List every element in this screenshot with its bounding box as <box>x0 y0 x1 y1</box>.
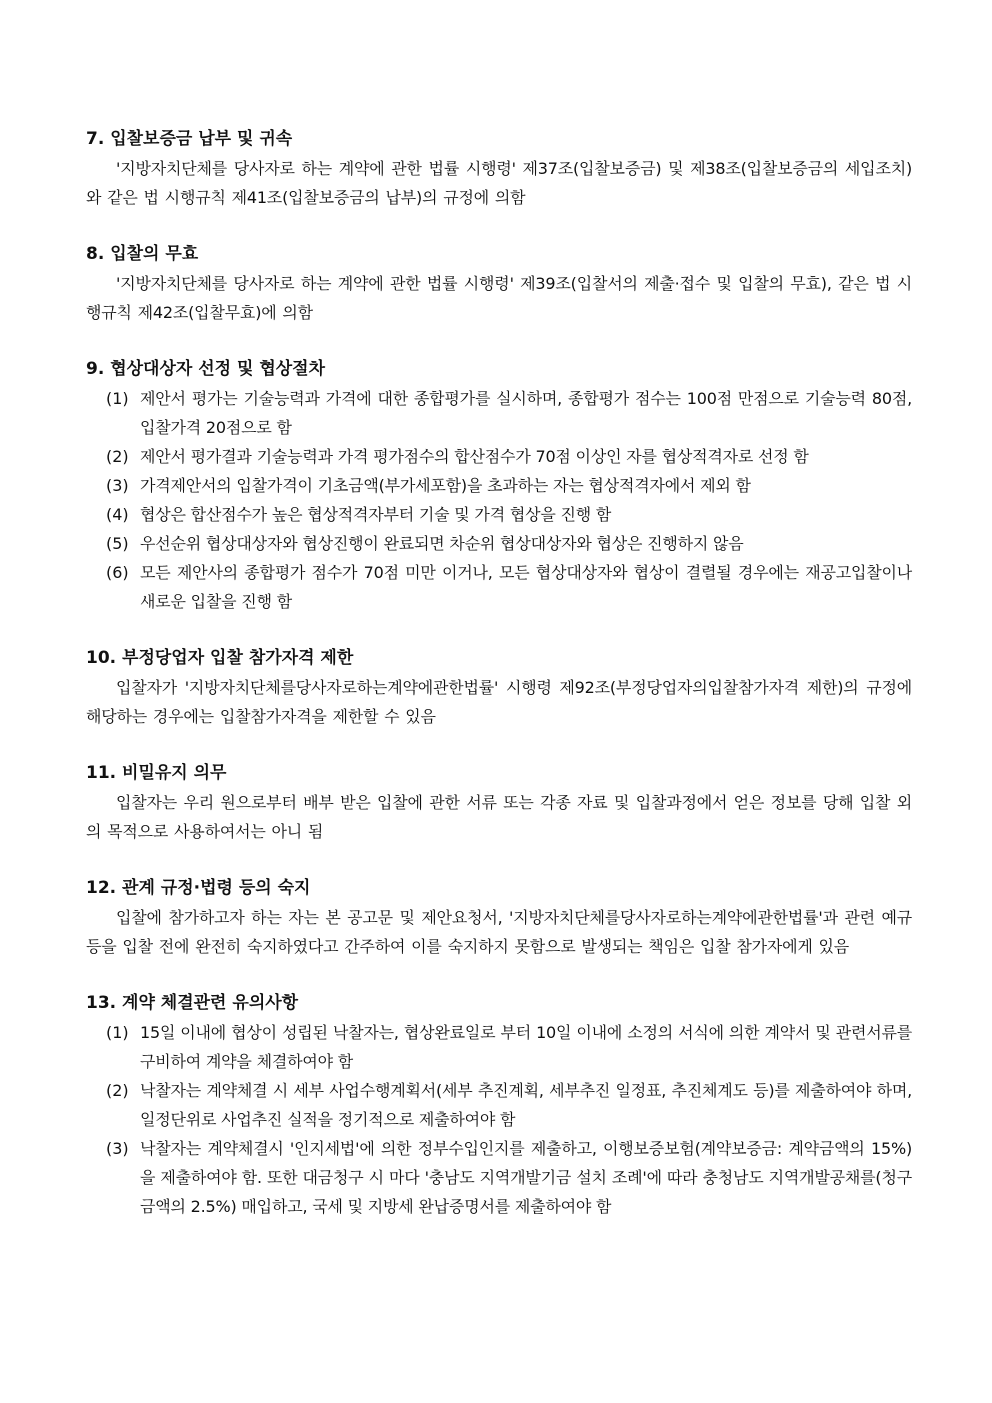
item-text: 15일 이내에 협상이 성립된 낙찰자는, 협상완료일로 부터 10일 이내에 소정의 서식에 의한 계약서 및 관련서류를 구비하여 계약을 체결하여야 함 <box>140 1023 912 1071</box>
item-text: 우선순위 협상대상자와 협상진행이 완료되면 차순위 협상대상자와 협상은 진행하지 않음 <box>140 534 744 553</box>
section-bid-deposit <box>86 124 912 212</box>
section-body: 입찰자가 '지방자치단체를당사자로하는계약에관한법률' 시행령 제92조(부정당업자의입찰참가자격 제한)의 규정에 해당하는 경우에는 입찰참가자격을 제한할 수 있음 <box>86 678 912 726</box>
section-heading: 13. 계약 체결관련 유의사항 <box>86 993 299 1013</box>
section-heading: 9. 협상대상자 선정 및 협상절차 <box>86 359 326 379</box>
section-body: 입찰자는 우리 원으로부터 배부 받은 입찰에 관한 서류 또는 각종 자료 및 입찰과정에서 얻은 정보를 당해 입찰 외의 목적으로 사용하여서는 아니 됨 <box>86 793 912 841</box>
item-number: (1) <box>106 1023 129 1042</box>
list-item <box>86 384 912 442</box>
item-text: 낙찰자는 계약체결시 '인지세법'에 의한 정부수입인지를 제출하고, 이행보증보험(계약보증금: 계약금액의 15%)을 제출하여야 함. 또한 대금청구 시 마다 '충남도 지역개발기금 설치 조례'에 따라 충청남도 지역개발공채를(청구금액의 2.5%) 매입하고, 국세 및 지방세 완납증명서를 제출하여야 함 <box>140 1139 912 1216</box>
section-disqualification <box>86 643 912 731</box>
list-item <box>86 442 912 471</box>
section-body: '지방자치단체를 당사자로 하는 계약에 관한 법률 시행령' 제39조(입찰서의 제출·접수 및 입찰의 무효), 같은 법 시행규칙 제42조(입찰무효)에 의함 <box>86 274 912 322</box>
section-heading: 12. 관계 규정·법령 등의 숙지 <box>86 878 311 898</box>
item-number: (6) <box>106 563 129 582</box>
list-item <box>86 529 912 558</box>
list-item <box>86 1018 912 1076</box>
item-text: 협상은 합산점수가 높은 협상적격자부터 기술 및 가격 협상을 진행 함 <box>140 505 612 524</box>
list-item <box>86 1134 912 1221</box>
item-number: (3) <box>106 476 129 495</box>
item-number: (1) <box>106 389 129 408</box>
document-page <box>86 124 912 1248</box>
item-list <box>86 1018 912 1221</box>
section-regulations <box>86 873 912 961</box>
item-text: 제안서 평가는 기술능력과 가격에 대한 종합평가를 실시하며, 종합평가 점수는 100점 만점으로 기술능력 80점, 입찰가격 20점으로 함 <box>140 389 912 437</box>
item-text: 제안서 평가결과 기술능력과 가격 평가점수의 합산점수가 70점 이상인 자를 협상적격자로 선정 함 <box>140 447 809 466</box>
list-item <box>86 558 912 616</box>
item-number: (2) <box>106 1081 129 1100</box>
section-heading: 8. 입찰의 무효 <box>86 244 199 264</box>
item-text: 낙찰자는 계약체결 시 세부 사업수행계획서(세부 추진계획, 세부추진 일정표, 추진체계도 등)를 제출하여야 하며, 일정단위로 사업추진 실적을 정기적으로 제출하여야 함 <box>140 1081 912 1129</box>
item-text: 모든 제안사의 종합평가 점수가 70점 미만 이거나, 모든 협상대상자와 협상이 결렬될 경우에는 재공고입찰이나 새로운 입찰을 진행 함 <box>140 563 912 611</box>
section-body: 입찰에 참가하고자 하는 자는 본 공고문 및 제안요청서, '지방자치단체를당사자로하는계약에관한법률'과 관련 예규 등을 입찰 전에 완전히 숙지하였다고 간주하여 이를 숙지하지 못함으로 발생되는 책임은 입찰 참가자에게 있음 <box>86 908 912 956</box>
section-bid-invalidity <box>86 239 912 327</box>
section-heading: 7. 입찰보증금 납부 및 귀속 <box>86 129 293 149</box>
section-contract-notes <box>86 988 912 1221</box>
section-confidentiality <box>86 758 912 846</box>
section-heading: 11. 비밀유지 의무 <box>86 763 227 783</box>
item-list <box>86 384 912 616</box>
list-item <box>86 471 912 500</box>
section-negotiation-procedure <box>86 354 912 616</box>
section-heading: 10. 부정당업자 입찰 참가자격 제한 <box>86 648 354 668</box>
item-number: (3) <box>106 1139 129 1158</box>
item-text: 가격제안서의 입찰가격이 기초금액(부가세포함)을 초과하는 자는 협상적격자에서 제외 함 <box>140 476 751 495</box>
item-number: (2) <box>106 447 129 466</box>
list-item <box>86 1076 912 1134</box>
section-body: '지방자치단체를 당사자로 하는 계약에 관한 법률 시행령' 제37조(입찰보증금) 및 제38조(입찰보증금의 세입조치)와 같은 법 시행규칙 제41조(입찰보증금의 납부)의 규정에 의함 <box>86 159 912 207</box>
item-number: (4) <box>106 505 129 524</box>
item-number: (5) <box>106 534 129 553</box>
list-item <box>86 500 912 529</box>
